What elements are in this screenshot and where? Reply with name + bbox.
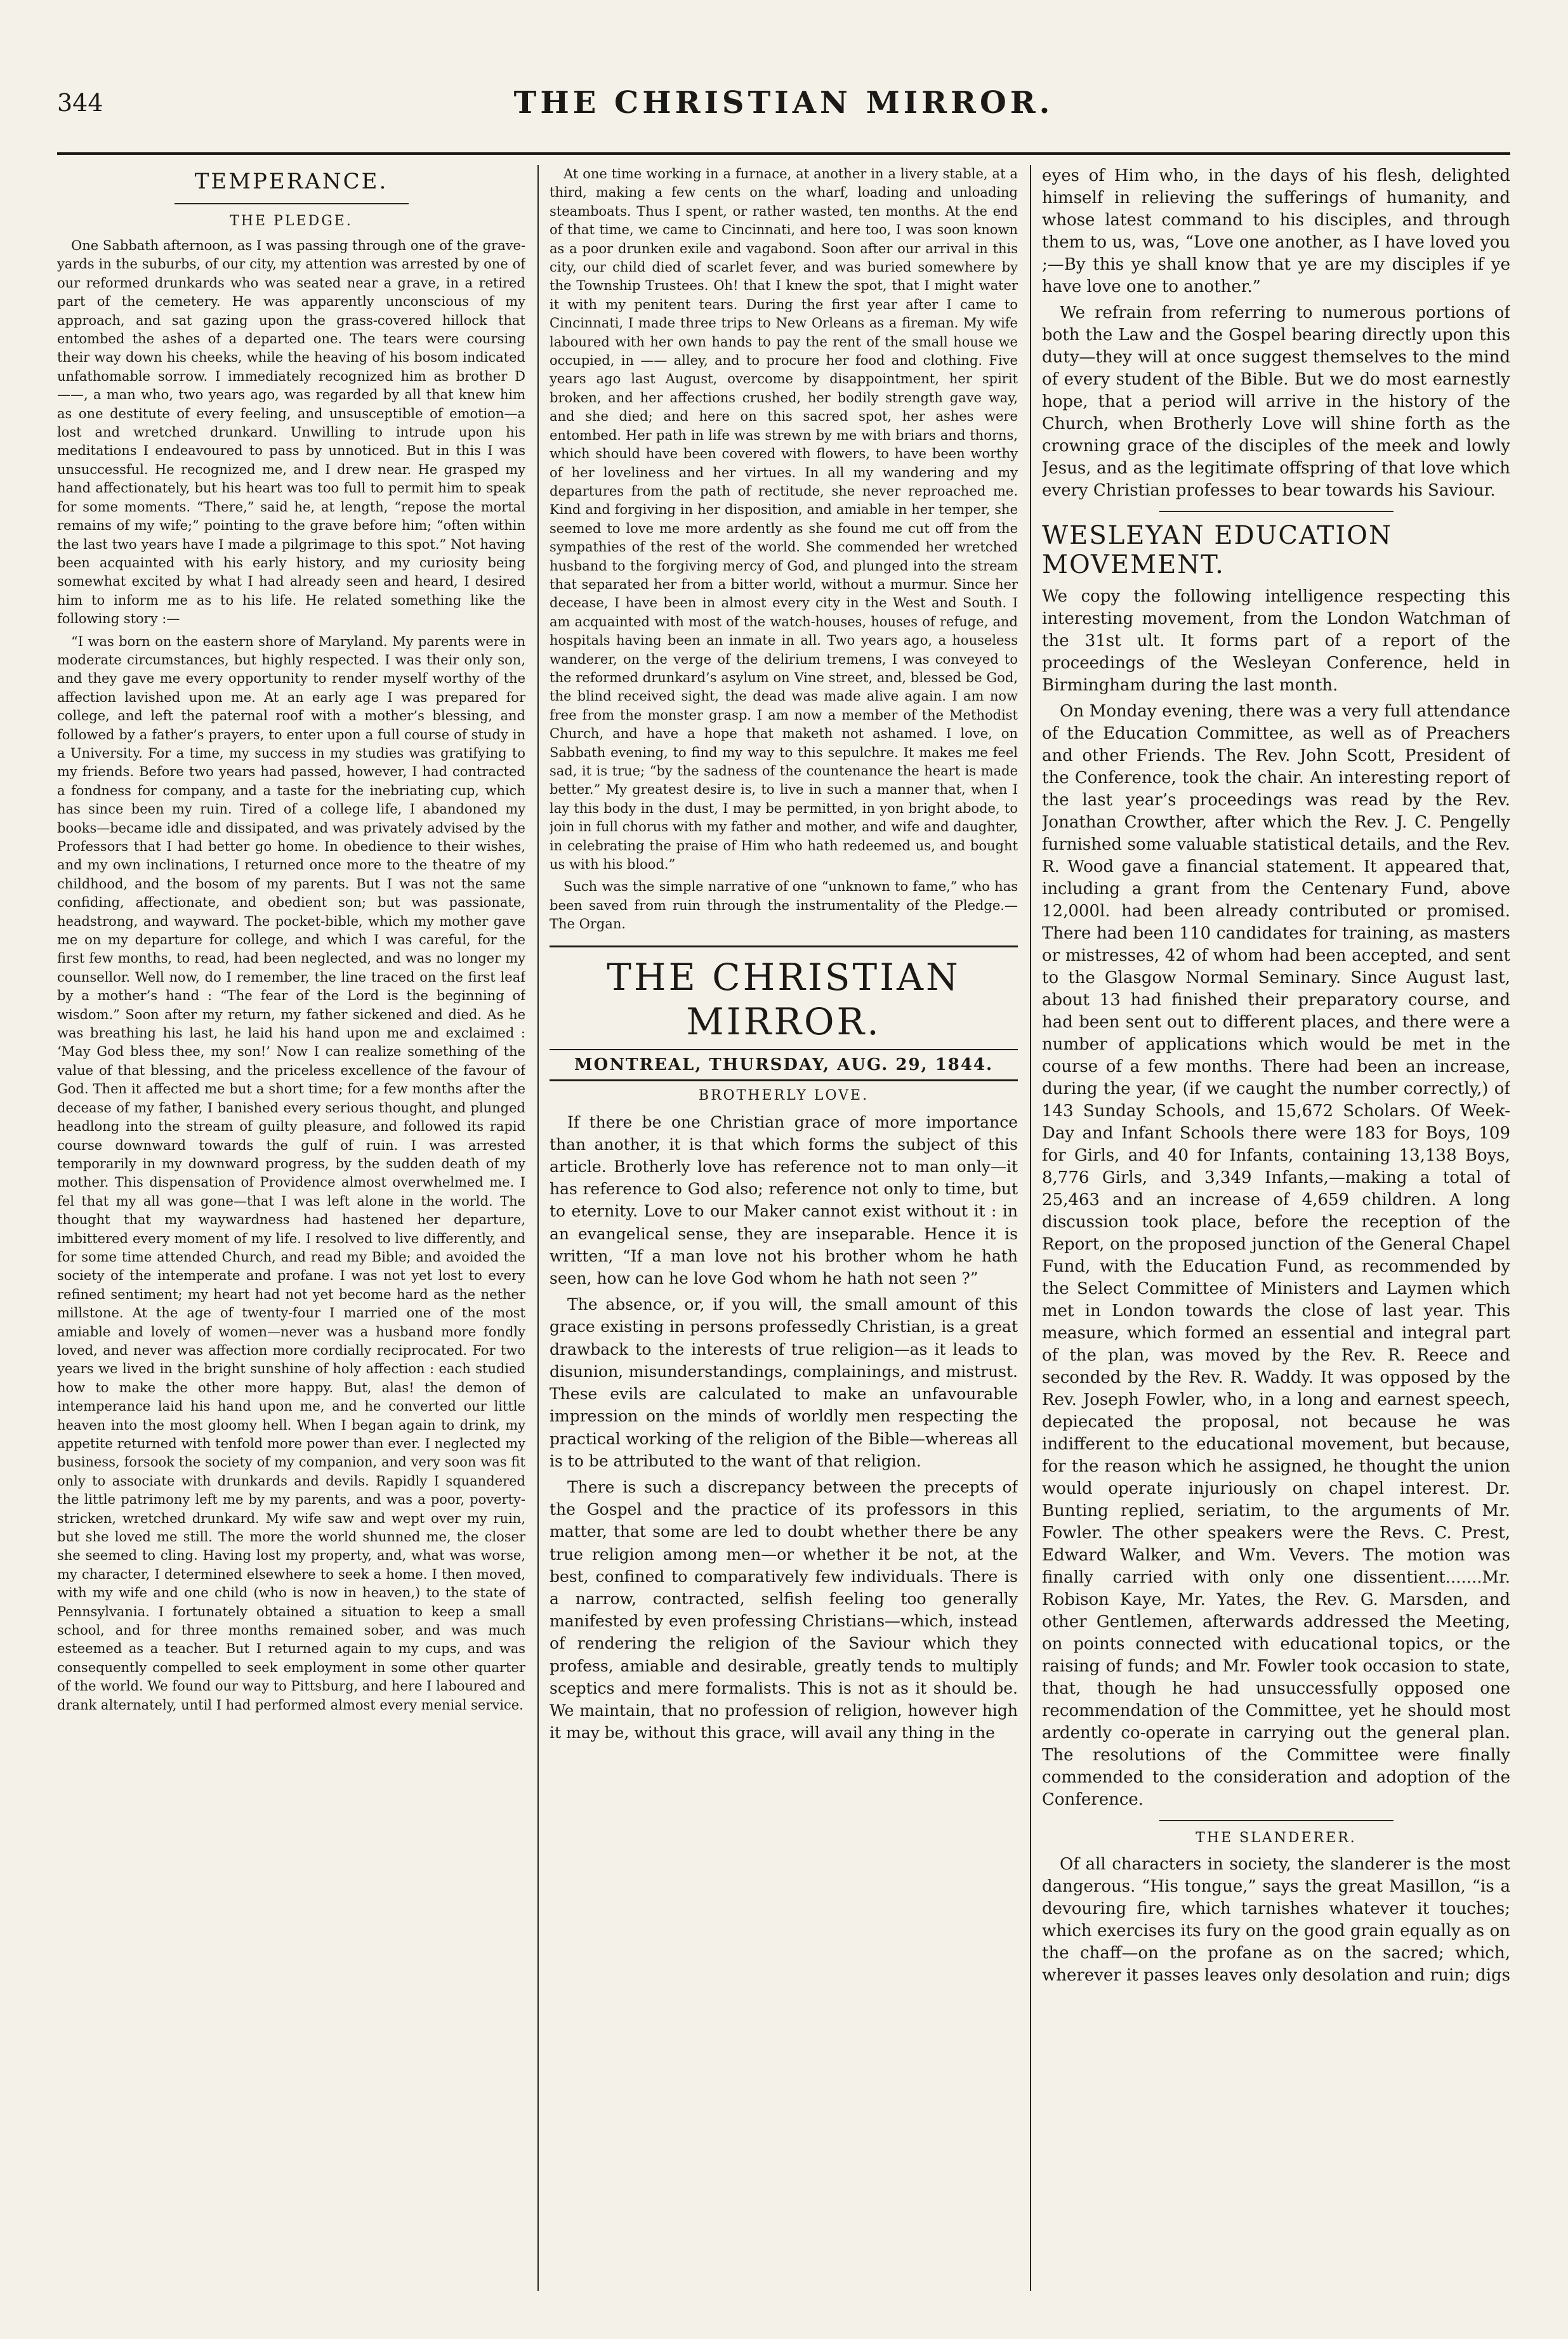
- running-head: THE CHRISTIAN MIRROR.: [513, 85, 1054, 121]
- masthead-title: THE CHRISTIAN MIRROR.: [607, 955, 961, 1043]
- paragraph: One Sabbath afternoon, as I was passing through one of the grave-yards in the suburbs, of our city, my attention was arrested by one of our reformed drunkards who was seated near a grave, in a retired part of the cemetery. He was apparently unconscious of my approach, and sat gazing upon the grass-covered hillock that entombed the ashes of a departed one. The tears were coursing their way down his cheeks, while the heaving of his bosom indicated unfathomable sorrow. I immediately recognized him as brother D——, a man who, two years ago, was regarded by all that knew him as one destitute of every feeling, and unsusceptible of emotion—a lost and wretched drunkard. Unwilling to intrude upon his meditations I endeavoured to pass by unnoticed. But in this I was unsuccessful. He recognized me, and I drew near. He grasped my hand affectionately, but his heart was too full to permit him to speak for some moments. “There,” said he, at length, “repose the mortal remains of my wife;” pointing to the grave before him; “often within the last two years have I made a pilgrimage to this spot.” Not having been acquainted with his early history, and my curiosity being somewhat excited by what I had already seen and heard, I desired him to inform me as to his life. He related something like the following story :—: [57, 238, 525, 627]
- column-3: [1042, 165, 1510, 2291]
- paragraph: We refrain from referring to numerous portions of both the Law and the Gospel bearing directly upon this duty—they will at once suggest themselves to the mind of every student of the Bible. But we do most earnestly hope, that a period will arrive in the history of the Church, when Brotherly Love will shine forth as the crowning grace of the disciples of the meek and lowly Jesus, and as the legitimate offspring of that love which every Christian professes to bear towards his Saviour.: [1042, 303, 1510, 500]
- section-title-temperance: TEMPERANCE.: [194, 169, 388, 194]
- masthead: [550, 945, 1018, 1081]
- paragraph: At one time working in a furnace, at another in a livery stable, at a third, making a few cents on the wharf, loading and unloading steamboats. Thus I spent, or rather wasted, ten months. At the end of that time, we came to Cincinnati, and here too, I was soon known as a poor drunken exile and vagabond. Soon after our arrival in this city, our child died of scarlet fever, and was buried somewhere by the Township Trustees. Oh! that I knew the spot, that I might water it with my penitent tears. During the first year after I came to Cincinnati, I made three trips to New Orleans as a fireman. My wife laboured with her own hands to pay the rent of the small house we occupied, in —— alley, and to procure her food and clothing. Five years ago last August, overcome by disappointment, her spirit broken, and her affections crushed, her bodily strength gave way, and she died; and here on this sacred spot, her ashes were entombed. Her path in life was strewn by me with briars and thorns, which should have been covered with flowers, to have been worthy of her loveliness and her virtues. In all my wandering and my departures from the path of rectitude, she never reproached me. Kind and forgiving in her disposition, and amiable in her temper, she seemed to love me more ardently as she found me cut off from the sympathies of the rest of the world. She commended her wretched husband to the forgiving mercy of God, and plunged into the stream that separated her from a bitter world, without a murmur. Since her decease, I have been in almost every city in the West and South. I am acquainted with most of the watch-houses, houses of refuge, and hospitals having been an inmate in all. Two years ago, a houseless wanderer, on the verge of the delirium tremens, I was conveyed to the reformed drunkard’s asylum on Vine street, and, blessed be God, the blind received sight, the dead was made alive again. I am now free from the monster grasp. I am now a member of the Methodist Church, and have a hope that maketh not ashamed. I love, on Sabbath evening, to find my way to this sepulchre. It makes me feel sad, it is true; “by the sadness of the countenance the heart is made better.” My greatest desire is, to live in such a manner that, when I lay this body in the dust, I may be permitted, in yon bright abode, to join in full chorus with my father and mother, and wife and daughter, in celebrating the praise of Him who hath redeemed us, and bought us with his blood.”: [550, 166, 1018, 873]
- paragraph: “I was born on the eastern shore of Maryland. My parents were in moderate circumstances, but highly respected. I was their only son, and they gave me every opportunity to render myself worthy of the affection lavished upon me. At an early age I was prepared for college, and left the paternal roof with a mother’s blessing, and followed by a father’s prayers, to enter upon a full course of study in a University. For a time, my success in my studies was gratifying to my friends. Before two years had passed, however, I had contracted a fondness for company, and a taste for the inebriating cup, which has since been my ruin. Tired of a college life, I abandoned my books—became idle and dissipated, and was privately advised by the Professors that I had better go home. In obedience to their wishes, and my own inclinations, I returned once more to the theatre of my childhood, and the bosom of my parents. But I was not the same confiding, affectionate, and obedient son; but was passionate, headstrong, and wayward. The pocket-bible, which my mother gave me on my departure for college, and which I was careful, for the first few months, to read, had been neglected, and was no longer my counsellor. Well now, do I remember, the line traced on the first leaf by a mother’s hand : “The fear of the Lord is the beginning of wisdom.” Soon after my return, my father sickened and died. As he was breathing his last, he laid his hand upon me and exclaimed : ‘May God bless thee, my son!’ Now I can realize something of the value of that blessing, and the priceless excellence of the favour of God. Then it affected me but a short time; for a few months after the decease of my father, I banished every serious thought, and plunged headlong into the stream of guilty pleasure, and followed its rapid course downward towards the gulf of ruin. I was arrested temporarily in my downward progress, by the sudden death of my mother. This dispensation of Providence almost overwhelmed me. I fel that my all was gone—that I was left alone in the world. The thought that my waywardness had hastened her departure, imbittered every moment of my life. I resolved to live differently, and for some time attended Church, and read my Bible; and avoided the society of the intemperate and profane. I was not yet lost to every refined sentiment; my heart had not yet become hard as the nether millstone. At the age of twenty-four I married one of the most amiable and lovely of women—never was a husband more fondly loved, and never was affection more cordially reciprocated. For two years we lived in the bright sunshine of holy affection : each studied how to make the other more happy. But, alas! the demon of intemperance laid his hand upon me, and he converted our little heaven into the most gloomy hell. When I began again to drink, my appetite returned with tenfold more power than ever. I neglected my business, forsook the society of my companion, and very soon was fit only to associate with drunkards and devils. Rapidly I squandered the little patrimony left me by my parents, and was a poor, poverty-stricken, wretched drunkard. My wife saw and wept over my ruin, but she loved me still. The more the world shunned me, the closer she seemed to cling. Having lost my property, and, what was worse, my character, I determined elsewhere to seek a home. I then moved, with my wife and one child (who is now in heaven,) to the state of Pennsylvania. I fortunately obtained a situation to keep a small school, and for three months remained sober, and was much esteemed as a teacher. But I returned again to my cups, and was consequently compelled to seek employment in some other quarter of the world. We found our way to Pittsburg, and here I laboured and drank alternately, until I had performed almost every menial service.: [57, 633, 525, 1713]
- column-2: [550, 165, 1018, 2291]
- section-divider: [175, 203, 409, 204]
- paragraph: Of all characters in society, the slanderer is the most dangerous. “His tongue,” says the great Masillon, “is a devouring fire, which tarnishes whatever it touches; which exercises its fury on the good grain equally as on the chaff—on the profane as on the sacred; which, wherever it passes leaves only desolation and ruin; digs: [1042, 1855, 1510, 1985]
- sub-title-pledge: THE PLEDGE.: [230, 213, 353, 229]
- columns: [57, 165, 1510, 2291]
- paragraph: Such was the simple narrative of one “unknown to fame,” who has been saved from ruin through the instrumentality of the Pledge.—The Organ.: [550, 879, 1018, 932]
- page-number: 344: [57, 89, 103, 117]
- newspaper-page: [57, 70, 1510, 2291]
- section-divider: [1159, 1820, 1393, 1821]
- page-header: [57, 70, 1510, 155]
- paragraph: There is such a discrepancy between the precepts of the Gospel and the practice of its professors in this matter, that some are led to doubt whether there be any true religion among men—or whether it be not, at the best, confined to comparatively few individuals. There is a narrow, contracted, selfish feeling too generally manifested by even professing Christians—which, instead of rendering the religion of the Saviour which they profess, amiable and desirable, greatly tends to multiply sceptics and mere formalists. This is not as it should be. We maintain, that no profession of religion, however high it may be, without this grace, will avail any thing in the: [550, 1477, 1018, 1743]
- article-title-slanderer: THE SLANDERER.: [1196, 1830, 1357, 1846]
- article-title-brotherly-love: BROTHERLY LOVE.: [698, 1087, 869, 1104]
- column-1: [57, 165, 525, 2291]
- column-rule: [1030, 165, 1031, 2291]
- paragraph: If there be one Christian grace of more importance than another, it is that which forms the subject of this article. Brotherly love has reference not to man only—it has reference to God also; reference not only to time, but to eternity. Love to our Maker cannot exist without it : in an evangelical sense, they are inseparable. Hence it is written, “If a man love not his brother whom he hath seen, how can he love God whom he hath not seen ?”: [550, 1112, 1018, 1288]
- paragraph: The absence, or, if you will, the small amount of this grace existing in persons professedly Christian, is a great drawback to the interests of true religion—as it leads to disunion, misunderstandings, complainings, and mistrust. These evils are calculated to make an unfavourable impression on the minds of worldly men respecting the practical working of the religion of the Bible—whereas all is to be attributed to the want of that religion.: [550, 1295, 1018, 1470]
- dateline: MONTREAL, THURSDAY, AUG. 29, 1844.: [550, 1049, 1018, 1076]
- paragraph: eyes of Him who, in the days of his flesh, delighted himself in relieving the sufferings of humanity, and whose latest command to his disciples, and through them to us, was, “Love one another, as I have loved you ;—By this ye shall know that ye are my disciples if ye have love one to another.”: [1042, 166, 1510, 296]
- story-continuation: [550, 165, 1018, 934]
- paragraph: We copy the following intelligence respecting this interesting movement, from the London Watchman of the 31st ult. It forms part of a report of the proceedings of the Wesleyan Conference, held in Birmingham during the last month.: [1042, 587, 1510, 695]
- section-divider: [1159, 511, 1393, 512]
- paragraph: On Monday evening, there was a very full attendance of the Education Committee, as well as of Preachers and other Friends. The Rev. John Scott, President of the Conference, took the chair. An interesting report of the last year’s proceedings was read by the Rev. Jonathan Crowther, after which the Rev. J. C. Pengelly furnished some valuable statistical details, and the Rev. R. Wood gave a financial statement. It appeared that, including a grant from the Centenary Fund, above 12,000l. had been already contributed or promised. There had been 110 candidates for training, as masters or mistresses, 42 of whom had been accepted, and sent to the Glasgow Normal Seminary. Since August last, about 13 had finished their preparatory course, and had been sent out to different places, and there were a number of applications which would be met in the course of a few months. There had been an increase, during the year, (if we caught the number correctly,) of 143 Sunday Schools, and 15,672 Scholars. Of Week-Day and Infant Schools there were 183 for Boys, 109 for Girls, and 40 for Infants, containing 13,138 Boys, 8,776 Girls, and 3,349 Infants,—making a total of 25,463 and an increase of 4,659 children. A long discussion took place, before the reception of the Report, on the proposed junction of the General Chapel Fund, with the Education Fund, as recommended by the Select Committee of Ministers and Laymen which met in London towards the close of last year. This measure, which formed an essential and integral part of the plan, was moved by the Rev. R. Reece and seconded by the Rev. R. Waddy. It was opposed by the Rev. Joseph Fowler, who, in a long and earnest speech, depiecated the proposal, not because he was indifferent to the educational movement, but because, for the reason which he assigned, he thought the union would operate injuriously on chapel interest. Dr. Bunting replied, seriatim, to the arguments of Mr. Fowler. The other speakers were the Revs. C. Prest, Edward Walker, and Wm. Vevers. The motion was finally carried with only one dissentient.......Mr. Robison Kaye, Mr. Yates, the Rev. G. Marsden, and other Gentlemen, afterwards addressed the Meeting, on points connected with educational topics, or the raising of funds; and Mr. Fowler took occasion to state, that, though he had unsuccessfully opposed one recommendation of the Committee, yet he should most ardently co-operate in carrying out the general plan. The resolutions of the Committee were finally commended to the consideration and adoption of the Conference.: [1042, 702, 1510, 1809]
- section-title-wesleyan: WESLEYAN EDUCATION MOVEMENT.: [1042, 521, 1392, 579]
- column-rule: [537, 165, 539, 2291]
